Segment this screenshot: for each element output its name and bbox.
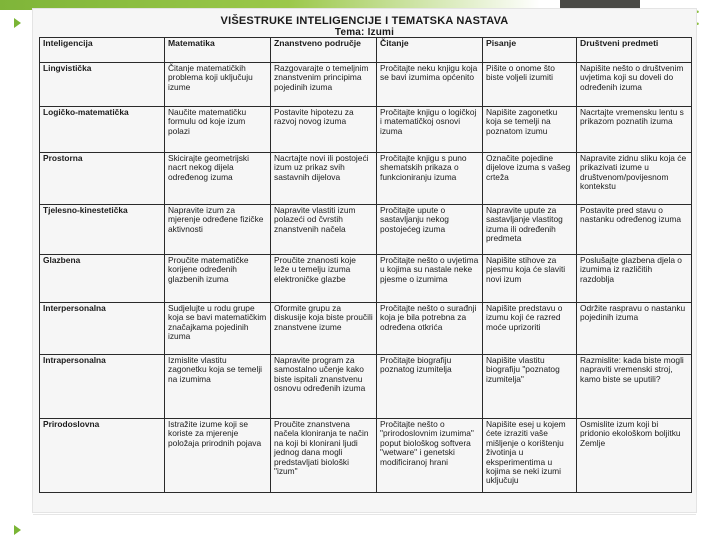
table-header-row <box>40 38 692 63</box>
table-cell: Proučite znanstvena načela kloniranja te način na koji bi klonirani ljudi jednog dana mogli predstavljati biološki "izum" <box>271 419 377 493</box>
table-cell: Napravite program za samostalno učenje kako biste ispitali znanstvenu osnovu određenih izuma <box>271 355 377 419</box>
document-subtitle: Tema: Izumi <box>334 27 395 38</box>
table-row <box>40 419 692 493</box>
table-cell: Napravite upute za sastavljanje vlastitog izuma ili određenih predmeta <box>483 205 577 255</box>
table-cell: Izmislite vlastitu zagonetku koja se temelji na izumima <box>165 355 271 419</box>
table-cell: Pročitajte knjigu o logičkoj i matematičkoj osnovi izuma <box>377 107 483 153</box>
table-cell: Napišite zagonetku koja se temelji na poznatom izumu <box>483 107 577 153</box>
table-cell: Pročitajte knjigu s puno shematskih prikaza o funkcioniranju izuma <box>377 153 483 205</box>
header-science: Znanstveno područje <box>271 38 377 63</box>
row-label: Prostorna <box>40 153 165 205</box>
bullet-arrow-icon <box>14 18 21 28</box>
row-label: Tjelesno-kinestetička <box>40 205 165 255</box>
table-cell: Pročitajte neku knjigu koja se bavi izumima općenito <box>377 63 483 107</box>
header-mathematics: Matematika <box>165 38 271 63</box>
table-cell: Napišite nešto o društvenim uvjetima koji su doveli do određenih izuma <box>577 63 692 107</box>
header-writing: Pisanje <box>483 38 577 63</box>
table-cell: Napišite stihove za pjesmu koja će slaviti novi izum <box>483 255 577 303</box>
table-cell: Napravite vlastiti izum polazeći od čvrstih znanstvenih načela <box>271 205 377 255</box>
table-row <box>40 107 692 153</box>
header-social-studies: Društveni predmeti <box>577 38 692 63</box>
table-cell: Proučite matematičke korijene određenih glazbenih izuma <box>165 255 271 303</box>
header-intelligence: Inteligencija <box>40 38 165 63</box>
row-label: Prirodoslovna <box>40 419 165 493</box>
table-cell: Održite raspravu o nastanku pojedinih izuma <box>577 303 692 355</box>
table-cell: Napišite predstavu o izumu koji će razred moće uprizoriti <box>483 303 577 355</box>
table-cell: Nacrtajte novi ili postojeći izum uz prikaz svih sastavnih dijelova <box>271 153 377 205</box>
table-cell: Napravite zidnu sliku koja će prikazivati izume u društvenom/povijesnom kontekstu <box>577 153 692 205</box>
header-reading: Čitanje <box>377 38 483 63</box>
table-row <box>40 63 692 107</box>
table-cell: Pročitajte nešto o uvjetima u kojima su nastale neke pjesme o izumima <box>377 255 483 303</box>
table-row <box>40 303 692 355</box>
table-cell: Skicirajte geometrijski nacrt nekog dijela određenog izuma <box>165 153 271 205</box>
decorative-dots-top: • • <box>696 7 700 29</box>
table-cell: Nacrtajte vremensku lentu s prikazom poznatih izuma <box>577 107 692 153</box>
row-label: Intrapersonalna <box>40 355 165 419</box>
scanned-document <box>33 9 696 512</box>
table-row <box>40 153 692 205</box>
table-cell: Napravite izum za mjerenje određene fizičke aktivnosti <box>165 205 271 255</box>
table-cell: Razmislite: kada biste mogli napraviti vremenski stroj, kamo biste se uputili? <box>577 355 692 419</box>
table-cell: Pišite o onome što biste voljeli izumiti <box>483 63 577 107</box>
row-label: Logičko-matematička <box>40 107 165 153</box>
bullet-arrow-icon <box>14 525 21 535</box>
table-cell: Istražite izume koji se koriste za mjerenje položaja prirodnih pojava <box>165 419 271 493</box>
slide-bottom-rule <box>33 514 696 515</box>
row-label: Lingvistička <box>40 63 165 107</box>
table-cell: Pročitajte nešto o "prirodoslovnim izumima" poput biološkog softvera "wetware" i genetski modificiranoj hrani <box>377 419 483 493</box>
table-cell: Pročitajte upute o sastavljanju nekog postojećeg izuma <box>377 205 483 255</box>
table-cell: Postavite pred stavu o nastanku određenog izuma <box>577 205 692 255</box>
table-cell: Sudjelujte u rodu grupe koja se bavi matematičkim značajkama pojedinih izuma <box>165 303 271 355</box>
table-cell: Proučite znanosti koje leže u temelju izuma elektroničke glazbe <box>271 255 377 303</box>
slide-bullet-markers <box>0 0 33 540</box>
intelligences-table <box>39 37 692 493</box>
table-cell: Čitanje matematičkih problema koji uključuju izume <box>165 63 271 107</box>
document-title: VIŠESTRUKE INTELIGENCIJE I TEMATSKA NASTAVA <box>220 15 509 27</box>
table-cell: Osmislite izum koji bi pridonio ekološkom boljitku Zemlje <box>577 419 692 493</box>
table-row <box>40 205 692 255</box>
table-cell: Postavite hipotezu za razvoj novog izuma <box>271 107 377 153</box>
table-cell: Oformite grupu za diskusije koja biste proučili znanstvene izume <box>271 303 377 355</box>
table-cell: Napišite esej u kojem ćete izraziti vaše mišljenje o korištenju životinja u eksperimentima u kojima se neki izumi uključuju <box>483 419 577 493</box>
row-label: Interpersonalna <box>40 303 165 355</box>
document-title-block <box>33 15 696 38</box>
table-row <box>40 255 692 303</box>
table-cell: Poslušajte glazbena djela o izumima iz različitih razdoblja <box>577 255 692 303</box>
row-label: Glazbena <box>40 255 165 303</box>
table-cell: Označite pojedine dijelove izuma s vašeg crteža <box>483 153 577 205</box>
table-cell: Naučite matematičku formulu od koje izum polazi <box>165 107 271 153</box>
table-cell: Pročitajte nešto o surađnji koja je bila potrebna za određena otkrića <box>377 303 483 355</box>
table-cell: Napišite vlastitu biografiju "poznatog izumitelja" <box>483 355 577 419</box>
table-row <box>40 355 692 419</box>
table-cell: Razgovarajte o temeljnim znanstvenim principima pojedinih izuma <box>271 63 377 107</box>
table-cell: Pročitajte biografiju poznatog izumitelja <box>377 355 483 419</box>
